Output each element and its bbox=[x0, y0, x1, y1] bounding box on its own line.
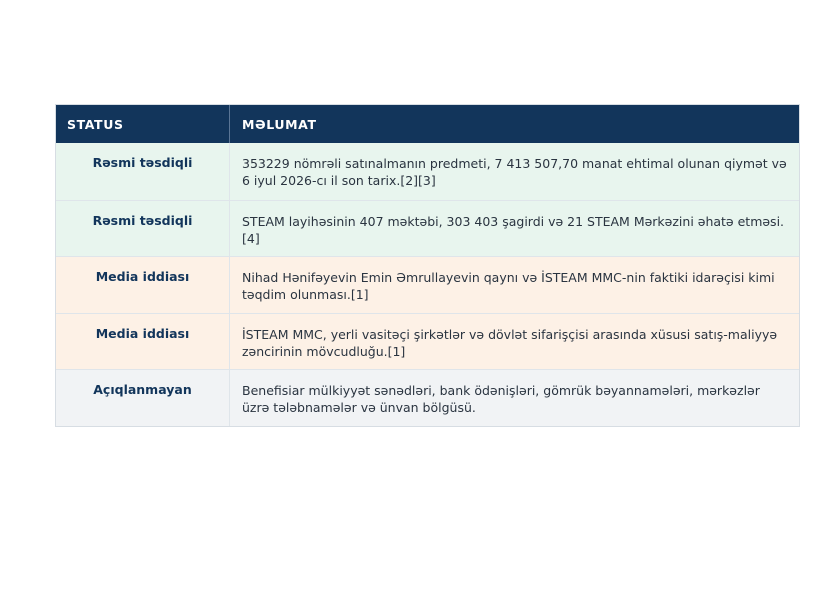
column-header-info: MƏLUMAT bbox=[242, 116, 317, 132]
table-row bbox=[56, 143, 799, 200]
table-row bbox=[56, 256, 799, 313]
info-cell: İSTEAM MMC, yerli vasitəçi şirkətlər və dövlət sifarişçisi arasında xüsusi satış-maliyyə zəncirinin mövcudluğu.[1] bbox=[242, 326, 778, 359]
status-cell: Açıqlanmayan bbox=[56, 370, 230, 426]
table-row bbox=[56, 313, 799, 370]
table-row bbox=[56, 369, 799, 426]
column-header-status: STATUS bbox=[56, 105, 230, 143]
table-row bbox=[56, 200, 799, 257]
status-table bbox=[55, 104, 800, 427]
status-cell: Rəsmi təsdiqli bbox=[56, 143, 230, 200]
table-header bbox=[56, 105, 799, 143]
info-cell: 353229 nömrəli satınalmanın predmeti, 7 413 507,70 manat ehtimal olunan qiymət və 6 iyul 2026-cı il son tarix.[2][3] bbox=[242, 156, 787, 188]
status-cell: Rəsmi təsdiqli bbox=[56, 201, 230, 257]
status-cell: Media iddiası bbox=[56, 314, 230, 370]
info-cell: Benefisiar mülkiyyət sənədləri, bank ödənişləri, gömrük bəyannamələri, mərkəzlər üzrə tələbnamələr və ünvan bölgüsü. bbox=[242, 383, 760, 415]
info-cell: Nihad Hənifəyevin Emin Əmrullayevin qaynı və İSTEAM MMC-nin faktiki idarəçisi kimi təqdim olunması.[1] bbox=[242, 270, 775, 302]
info-cell: STEAM layihəsinin 407 məktəbi, 303 403 şagirdi və 21 STEAM Mərkəzini əhatə etməsi.[4] bbox=[242, 213, 785, 246]
status-cell: Media iddiası bbox=[56, 257, 230, 313]
